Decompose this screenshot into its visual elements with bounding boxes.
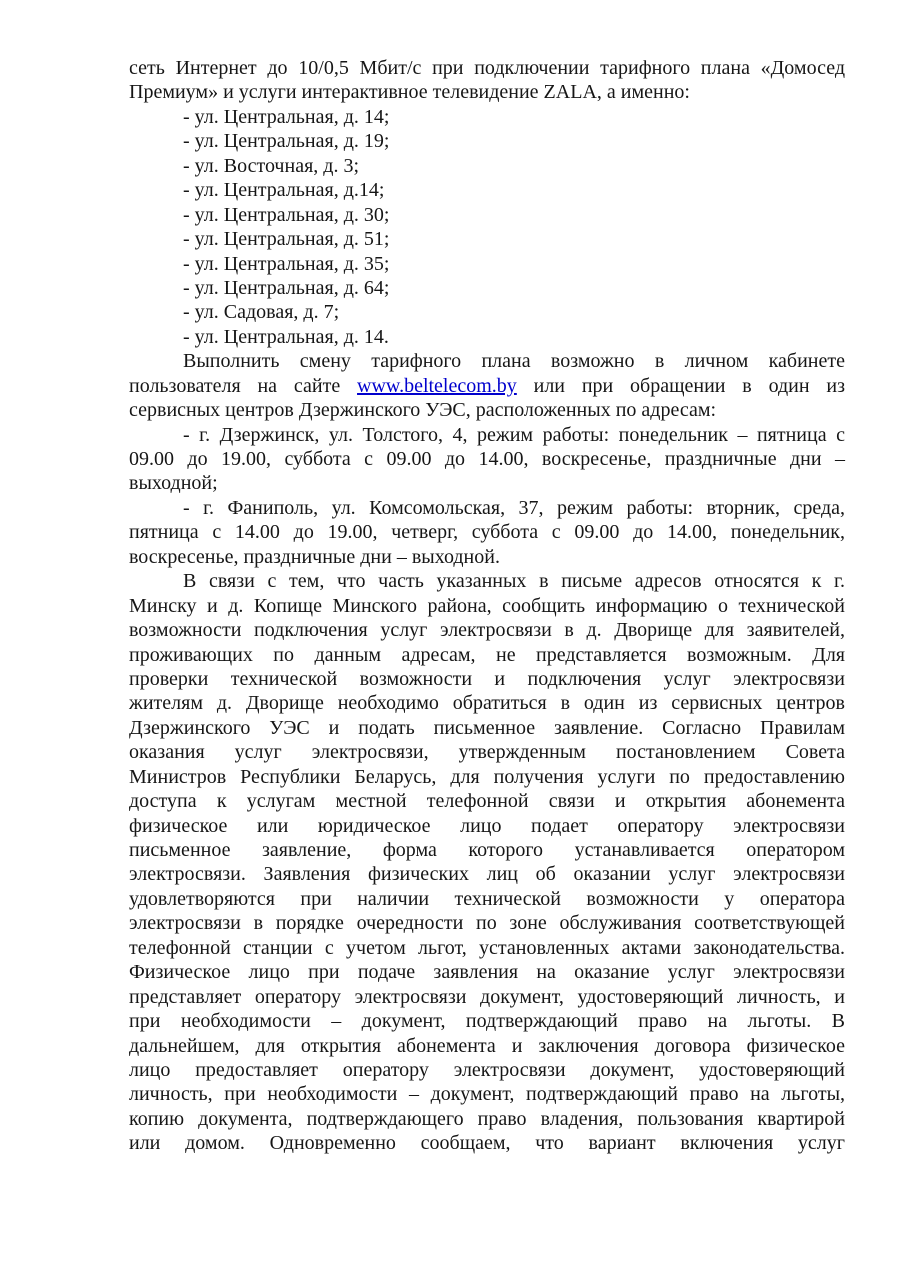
main-paragraph-line: дальнейшем, для открытия абонемента и заключения договора физическое <box>129 1034 845 1057</box>
fanipol-service-center-line: - г. Фаниполь, ул. Комсомольская, 37, режим работы: вторник, среда, <box>183 496 845 519</box>
main-paragraph-line: копию документа, подтверждающего право владения, пользования квартирой <box>129 1107 845 1130</box>
intro-paragraph-line: Премиум» и услуги интерактивное телевидение ZALA, а именно: <box>129 81 690 104</box>
address-list-line: - ул. Центральная, д. 51; <box>183 228 390 251</box>
main-paragraph-line: Физическое лицо при подаче заявления на оказание услуг электросвязи <box>129 961 845 984</box>
main-paragraph-line: электросвязи в порядке очередности по зоне обслуживания соответствующей <box>129 912 845 935</box>
main-paragraph-line: удовлетворяются при наличии технической возможности у оператора <box>129 887 845 910</box>
main-paragraph-line: представляет оператору электросвязи документ, удостоверяющий личность, и <box>129 985 845 1008</box>
fanipol-service-center-line: пятница с 14.00 до 19.00, четверг, суббота с 09.00 до 14.00, понедельник, <box>129 521 845 544</box>
main-paragraph-line: доступа к услугам местной телефонной связи и открытия абонемента <box>129 790 845 813</box>
intro-paragraph-line: сеть Интернет до 10/0,5 Мбит/с при подключении тарифного плана «Домосед <box>129 57 845 79</box>
address-list-line: - ул. Центральная, д. 35; <box>183 252 390 275</box>
main-paragraph-line: личность, при необходимости – документ, подтверждающий право на льготы, <box>129 1083 845 1106</box>
main-paragraph-line: Дзержинского УЭС и подать письменное заявление. Согласно Правилам <box>129 716 845 739</box>
main-paragraph-line: В связи с тем, что часть указанных в письме адресов относятся к г. <box>183 570 845 593</box>
address-list-line: - ул. Центральная, д. 14; <box>183 105 390 128</box>
dzerzhinsk-service-center-line: 09.00 до 19.00, суббота с 09.00 до 14.00, воскресенье, праздничные дни – <box>129 448 845 470</box>
address-list-line: - ул. Центральная, д. 30; <box>183 203 390 226</box>
dzerzhinsk-service-center-line: выходной; <box>129 472 218 495</box>
beltelecom-link[interactable]: www.beltelecom.by <box>357 374 517 397</box>
main-paragraph-line: проверки технической возможности и подключения услуг электросвязи <box>129 667 845 690</box>
main-paragraph-line: при необходимости – документ, подтверждающий право на льготы. В <box>129 1010 845 1033</box>
fanipol-service-center-line: воскресенье, праздничные дни – выходной. <box>129 545 500 568</box>
address-list-line: - ул. Центральная, д. 14. <box>183 325 389 348</box>
main-paragraph-line: оказания услуг электросвязи, утвержденным постановлением Совета <box>129 741 845 764</box>
main-paragraph-line: возможности подключения услуг электросвязи в д. Дворище для заявителей, <box>129 619 845 642</box>
tariff-change-paragraph-line: Выполнить смену тарифного плана возможно в личном кабинете <box>183 350 845 373</box>
main-paragraph-line: электросвязи. Заявления физических лиц об оказании услуг электросвязи <box>129 863 845 886</box>
main-paragraph-line: жителям д. Дворище необходимо обратиться в один из сервисных центров <box>129 692 845 715</box>
main-paragraph-line: или домом. Одновременно сообщаем, что вариант включения услуг <box>129 1132 845 1155</box>
address-list-line: - ул. Центральная, д.14; <box>183 179 385 202</box>
main-paragraph-line: физическое или юридическое лицо подает оператору электросвязи <box>129 814 845 837</box>
dzerzhinsk-service-center-line: - г. Дзержинск, ул. Толстого, 4, режим работы: понедельник – пятница с <box>183 423 845 446</box>
address-list-line: - ул. Садовая, д. 7; <box>183 301 340 324</box>
main-paragraph-line: проживающих по данным адресам, не представляется возможным. Для <box>129 643 845 666</box>
tariff-change-paragraph-line: сервисных центров Дзержинского УЭС, расположенных по адресам: <box>129 399 717 422</box>
address-list-line: - ул. Центральная, д. 64; <box>183 276 390 299</box>
main-paragraph-line: Министров Республики Беларусь, для получения услуги по предоставлению <box>129 765 845 788</box>
document-page <box>129 56 845 1156</box>
link-line-after-text: или при обращении в один из <box>516 374 845 397</box>
main-paragraph-line: телефонной станции с учетом льгот, установленных актами законодательства. <box>129 936 845 959</box>
main-paragraph-line: лицо предоставляет оператору электросвязи документ, удостоверяющий <box>129 1058 845 1081</box>
main-paragraph-line: Минску и д. Копище Минского района, сообщить информацию о технической <box>129 594 845 617</box>
tariff-change-paragraph-line <box>129 374 845 398</box>
main-paragraph-line: письменное заявление, форма которого устанавливается оператором <box>129 839 845 861</box>
address-list-line: - ул. Центральная, д. 19; <box>183 130 390 153</box>
link-line-before-text: пользователя на сайте <box>129 374 358 397</box>
address-list-line: - ул. Восточная, д. 3; <box>183 154 360 177</box>
